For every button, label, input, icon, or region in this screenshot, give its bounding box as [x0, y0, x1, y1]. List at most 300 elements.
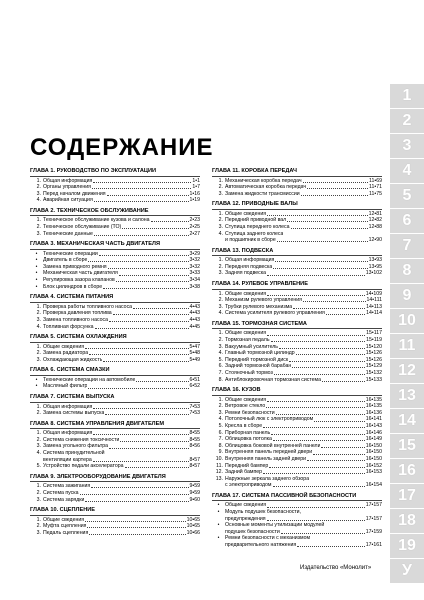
entry-label: Замена жидкости трансмиссии: [225, 190, 300, 197]
entry-label: Антиблокировочная тормозная система: [225, 376, 322, 383]
entry-label: Передний тормозной диск: [225, 356, 289, 363]
chapter-tab: [390, 559, 424, 583]
entry-page: 13•93: [368, 257, 382, 264]
entry-page: 3•29: [189, 250, 200, 257]
toc-entry: [212, 350, 382, 357]
entry-page: 13•95: [368, 263, 382, 270]
entry-page: 2•23: [189, 217, 200, 224]
chapter-tab-label: 10: [398, 312, 416, 329]
chapter-tab-label: 13: [398, 387, 416, 404]
chapter-tab-label: 16: [398, 462, 416, 479]
entry-number: 3.: [218, 343, 223, 350]
entry-number: 3.: [218, 190, 223, 197]
toc-entry: [30, 490, 200, 497]
entry-number: 7.: [218, 436, 223, 443]
entry-page: 16•154: [365, 482, 382, 489]
dot-leader: [85, 521, 186, 522]
entry-number: 2.: [36, 523, 41, 530]
entry-number: 4.: [36, 450, 41, 457]
entry-number: 5.: [36, 463, 41, 470]
entry-label: Передний приводной вал: [225, 217, 287, 224]
entry-number: 1.: [36, 177, 41, 184]
bullet-icon: •: [217, 509, 220, 516]
entry-number: 3.: [218, 303, 223, 310]
entry-label: Основные моменты утилизации модулей: [225, 522, 325, 529]
chapter-section: [30, 474, 200, 503]
toc-entry: [212, 304, 382, 311]
bullet-icon: •: [35, 250, 38, 257]
dot-leader: [133, 308, 188, 309]
toc-entry: [212, 184, 382, 191]
dot-leader: [88, 388, 188, 389]
entry-page: 13•102: [365, 270, 382, 277]
entry-number: 2.: [218, 297, 223, 304]
entry-number: 4.: [218, 310, 223, 317]
entry-label: Главный тормозной цилиндр: [225, 350, 295, 357]
entry-label: Замена системы выпуска: [43, 410, 105, 417]
dot-leader: [88, 261, 188, 262]
toc-entry: [212, 344, 382, 351]
dot-leader: [122, 228, 188, 229]
toc-entry: [212, 522, 382, 529]
entry-page: 10•66: [186, 529, 200, 536]
dot-leader: [85, 501, 188, 502]
entry-label: Ремни безопасности: [225, 409, 275, 416]
entry-number: 1.: [36, 303, 41, 310]
entry-label: Замена приводного ремня: [43, 263, 107, 270]
chapter-section: [30, 294, 200, 330]
entry-number: 3.: [218, 270, 223, 277]
chapter-title: ГЛАВА 15. ТОРМОЗНАЯ СИСТЕМА: [212, 321, 382, 330]
entry-page: 9•60: [189, 496, 200, 503]
bullet-icon: •: [35, 277, 38, 284]
toc-entry: [212, 231, 382, 238]
toc-entry-continuation: [212, 529, 382, 536]
toc-entry: [212, 363, 382, 370]
dot-leader: [273, 268, 367, 269]
dot-leader: [303, 182, 368, 183]
entry-page: 5•48: [189, 350, 200, 357]
entry-number: 2.: [218, 337, 223, 343]
chapter-section: [212, 248, 382, 277]
dot-leader: [92, 188, 191, 189]
toc-entry: [30, 231, 200, 238]
entry-number: 1.: [218, 257, 223, 264]
chapter-tab-label: 14: [398, 412, 416, 429]
toc-entry: [212, 370, 382, 377]
entry-page: 16•149: [365, 436, 382, 443]
dot-leader: [271, 341, 366, 342]
entry-label: Внутренняя панель задней двери: [225, 456, 307, 462]
dot-leader: [276, 414, 365, 415]
toc-right-column: [212, 168, 382, 553]
entry-label: Педаль сцепления: [43, 529, 89, 536]
toc-entry: [212, 430, 382, 437]
dot-leader: [151, 221, 189, 222]
entry-page: 1•16: [189, 190, 200, 197]
toc-entry: [30, 344, 200, 351]
entry-number: 5.: [218, 423, 223, 430]
entry-label: Трубки рулевого механизма: [225, 303, 293, 310]
chapter-tab: [390, 284, 424, 308]
chapter-tab: [390, 159, 424, 183]
toc-entry: [30, 270, 200, 277]
entry-label: Передний бампер: [225, 462, 269, 469]
toc-entry: [212, 416, 382, 423]
entry-number: 2.: [36, 310, 41, 317]
toc-entry: [212, 270, 382, 277]
toc-entry: [212, 509, 382, 516]
toc-entry: [212, 211, 382, 218]
toc-entry: [212, 330, 382, 337]
toc-entry: [30, 377, 200, 384]
chapter-tab-label: 17: [398, 487, 416, 504]
entry-number: 1.: [218, 330, 223, 337]
chapter-tab: [390, 434, 424, 458]
entry-label: Автоматическая коробка передач: [225, 184, 307, 191]
entry-label: Общая информация: [225, 257, 275, 264]
toc-entry: [30, 224, 200, 231]
entry-number: 3.: [36, 356, 41, 363]
entry-page: 14•111: [366, 297, 382, 304]
entry-number: 4.: [218, 230, 223, 237]
entry-number: 2.: [36, 436, 41, 443]
entry-label: Двигатель в сборе: [43, 257, 88, 264]
chapter-tab-label: 6: [402, 212, 412, 229]
dot-leader: [297, 546, 365, 547]
toc-entry: [30, 483, 200, 490]
entry-number: 1.: [36, 430, 41, 437]
toc-entry: [30, 450, 200, 457]
entry-label: Перед началом движения: [43, 190, 106, 197]
toc-entry: [212, 217, 382, 224]
entry-label: Наружные зеркала заднего обзора: [225, 475, 310, 482]
toc-entry: [212, 297, 382, 304]
entry-label: Кресла в сборе: [225, 423, 263, 430]
chapter-tab-label: 3: [402, 137, 412, 154]
entry-page: 16•150: [365, 456, 382, 462]
entry-number: 2.: [36, 350, 41, 357]
entry-page: 4•43: [189, 316, 200, 323]
toc-entry: [30, 184, 200, 191]
dot-leader: [107, 195, 189, 196]
chapter-title: ГЛАВА 3. МЕХАНИЧЕСКАЯ ЧАСТЬ ДВИГАТЕЛЯ: [30, 241, 200, 250]
entry-page: 3•32: [189, 263, 200, 270]
chapter-tab: [390, 384, 424, 408]
entry-page: 16•135: [365, 403, 382, 410]
entry-number: 4.: [36, 197, 41, 204]
chapter-title: ГЛАВА 14. РУЛЕВОЕ УПРАВЛЕНИЕ: [212, 281, 382, 290]
entry-page: 15•126: [365, 350, 382, 357]
dot-leader: [291, 228, 368, 229]
entry-page: 1•19: [189, 197, 200, 204]
entry-label: Технические данные: [43, 230, 93, 237]
dot-leader: [99, 255, 189, 256]
dot-leader: [273, 486, 365, 487]
entry-page: 17•159: [365, 528, 382, 535]
entry-number: 11.: [216, 462, 223, 469]
toc-entry: [30, 264, 200, 271]
bullet-icon: •: [35, 270, 38, 277]
bullet-icon: •: [217, 522, 220, 529]
entry-page: 7•53: [189, 403, 200, 410]
entry-number: 8.: [218, 376, 223, 383]
entry-label: Механическая часть двигателя: [43, 270, 118, 277]
chapter-title: ГЛАВА 9. ЭЛЕКТРООБОРУДОВАНИЕ ДВИГАТЕЛЯ: [30, 474, 200, 483]
toc-entry: [212, 436, 382, 443]
chapter-title: ГЛАВА 1. РУКОВОДСТВО ПО ЭКСПЛУАТАЦИИ: [30, 168, 200, 177]
entry-page: 14•114: [366, 310, 382, 317]
entry-label-continued: подушек безопасности: [225, 528, 280, 535]
dot-leader: [80, 494, 189, 495]
bullet-icon: •: [217, 535, 220, 542]
entry-page: 15•119: [366, 337, 382, 343]
entry-label-continued: с электроприводом: [225, 482, 272, 489]
entry-label: Топливная форсунка: [43, 323, 94, 330]
entry-label: Муфта сцепления: [43, 523, 87, 530]
toc-entry: [30, 497, 200, 504]
entry-number: 2.: [36, 184, 41, 191]
entry-page: 10•65: [186, 516, 200, 523]
entry-page: 3•34: [189, 277, 200, 284]
entry-label: Система усилителя рулевого управления: [225, 310, 325, 317]
entry-page: 1•1: [192, 177, 200, 184]
entry-label: Проверка давления топлива: [43, 310, 112, 317]
chapter-title: ГЛАВА 17. СИСТЕМА ПАССИВНОЙ БЕЗОПАСНОСТИ: [212, 493, 382, 502]
entry-number: 3.: [218, 223, 223, 230]
entry-page: 9•59: [189, 483, 200, 490]
toc-entry-continuation: [30, 457, 200, 464]
entry-label: Внутренняя панель передней двери: [225, 449, 313, 456]
dot-leader: [119, 275, 189, 276]
entry-number: 3.: [218, 409, 223, 416]
toc-entry: [212, 469, 382, 476]
entry-number: 6.: [218, 429, 223, 436]
chapter-tab-label: 2: [402, 112, 412, 129]
entry-label: Механическая коробка передач: [225, 177, 302, 184]
entry-number: 2.: [218, 217, 223, 224]
chapter-tab: [390, 309, 424, 333]
toc-entry: [30, 410, 200, 417]
chapter-tab-label: 18: [398, 512, 416, 529]
entry-label: Задний бампер: [225, 469, 263, 476]
dot-leader: [287, 221, 367, 222]
entry-page: 8•55: [189, 430, 200, 437]
chapter-section: [212, 168, 382, 197]
dot-leader: [93, 461, 189, 462]
entry-number: 3.: [36, 190, 41, 197]
toc-entry: [30, 197, 200, 204]
entry-label: Тормозная педаль: [225, 337, 270, 343]
entry-label: Охлаждающая жидкость: [43, 356, 103, 363]
entry-page: 16•143: [365, 423, 382, 430]
entry-label: Техническое обслуживание кузова и салона: [43, 217, 150, 224]
chapter-tab: [390, 184, 424, 208]
dot-leader: [273, 440, 365, 441]
dot-leader: [279, 348, 365, 349]
entry-page: 15•132: [365, 369, 382, 376]
chapter-title: ГЛАВА 6. СИСТЕМА СМАЗКИ: [30, 367, 200, 376]
entry-page: 12•90: [368, 237, 382, 244]
toc-entry: [212, 403, 382, 410]
toc-entry: [30, 443, 200, 450]
toc-entry: [212, 291, 382, 298]
entry-label: Задний тормозной барабан: [225, 363, 292, 370]
toc-entry: [30, 317, 200, 324]
entry-label-continued: предупреждения: [225, 515, 266, 522]
dot-leader: [301, 195, 368, 196]
toc-entry: [212, 224, 382, 231]
entry-label-continued: предварительного натяжения: [225, 542, 297, 549]
entry-page: 6•52: [189, 383, 200, 390]
dot-leader: [326, 314, 365, 315]
entry-page: 8•57: [189, 463, 200, 470]
dot-leader: [274, 374, 365, 375]
toc-entry: [212, 502, 382, 509]
bullet-icon: •: [35, 376, 38, 383]
entry-label: Технические операции на автомобиле: [43, 376, 136, 383]
entry-page: 16•146: [365, 429, 382, 436]
chapter-tab-label: 9: [402, 287, 412, 304]
chapter-tab-label: 11: [398, 337, 416, 354]
entry-label: Замена топливного насоса: [43, 316, 108, 323]
chapter-tab-label: 7: [402, 237, 412, 254]
chapter-section: [30, 507, 200, 536]
chapter-section: [212, 321, 382, 383]
toc-left-column: [30, 168, 200, 540]
entry-label: Потолочный люк с электроприводом: [225, 416, 314, 423]
chapter-tab: [390, 234, 424, 258]
dot-leader: [120, 441, 188, 442]
dot-leader: [296, 354, 365, 355]
entry-page: 8•56: [189, 443, 200, 450]
chapter-tab: [390, 334, 424, 358]
dot-leader: [94, 201, 189, 202]
toc-entry: [30, 324, 200, 331]
entry-number: 8.: [218, 442, 223, 449]
chapter-section: [212, 281, 382, 317]
toc-entry-continuation: [212, 482, 382, 489]
toc-entry: [30, 191, 200, 198]
entry-page: 9•59: [189, 489, 200, 496]
entry-page: 8•55: [189, 436, 200, 443]
entry-label: Общие сведения: [225, 502, 267, 509]
dot-leader: [109, 448, 188, 449]
toc-entry: [212, 178, 382, 185]
entry-label: Ступица заднего колеса: [225, 230, 284, 237]
entry-label-continued: и подшипник в сборе: [225, 237, 276, 244]
chapter-title: ГЛАВА 13. ПОДВЕСКА: [212, 248, 382, 257]
dot-leader: [125, 467, 189, 468]
chapter-section: [30, 334, 200, 363]
toc-entry: [212, 449, 382, 456]
entry-number: 1.: [36, 343, 41, 350]
dot-leader: [87, 527, 185, 528]
entry-number: 10.: [215, 456, 223, 462]
toc-entry: [212, 476, 382, 483]
dot-leader: [93, 408, 188, 409]
entry-label: Устройство педали акселератора: [43, 463, 124, 470]
dot-leader: [307, 460, 365, 461]
entry-page: 12•82: [368, 217, 382, 224]
entry-label: Ремни безопасности с механизмом: [225, 535, 311, 542]
entry-page: 11•71: [369, 184, 382, 191]
entry-number: 1.: [218, 177, 223, 184]
dot-leader: [277, 241, 368, 242]
entry-number: 2.: [218, 184, 223, 191]
entry-page: 4•43: [189, 303, 200, 310]
chapter-tab: [390, 359, 424, 383]
chapter-tab: [390, 509, 424, 533]
entry-page: 11•69: [369, 177, 382, 184]
entry-label: Общие сведения: [225, 210, 267, 217]
dot-leader: [303, 301, 366, 302]
dot-leader: [314, 421, 365, 422]
entry-page: 3•38: [189, 283, 200, 290]
toc-entry: [30, 530, 200, 537]
dot-leader: [289, 361, 365, 362]
entry-number: 1.: [218, 210, 223, 217]
entry-label: Общие сведения: [43, 516, 85, 523]
entry-number: 2.: [36, 410, 41, 417]
bullet-icon: •: [35, 263, 38, 270]
entry-page: 16•150: [365, 449, 382, 456]
entry-page: 15•129: [365, 363, 382, 370]
entry-page: 15•126: [365, 356, 382, 363]
entry-page: 17•157: [365, 502, 382, 509]
entry-number: 1.: [36, 516, 41, 523]
entry-label: Система зарядки: [43, 496, 85, 503]
entry-label: Ступица переднего колеса: [225, 223, 290, 230]
dot-leader: [307, 188, 368, 189]
toc-entry: [212, 443, 382, 450]
dot-leader: [94, 235, 189, 236]
entry-page: 4•45: [189, 323, 200, 330]
dot-leader: [267, 215, 368, 216]
bullet-icon: •: [35, 383, 38, 390]
entry-page: 15•133: [365, 376, 382, 383]
chapter-title: ГЛАВА 16. КУЗОВ: [212, 387, 382, 396]
entry-label: Передняя подвеска: [225, 263, 273, 270]
entry-page: 14•109: [365, 290, 382, 297]
dot-leader: [267, 335, 365, 336]
entry-number: 7.: [218, 369, 223, 376]
entry-label: Облицовка боковой внутренней панели: [225, 442, 321, 449]
chapter-tab: [390, 409, 424, 433]
entry-page: 5•47: [189, 343, 200, 350]
entry-label: Система пуска: [43, 489, 79, 496]
entry-page: 16•152: [365, 462, 382, 469]
dot-leader: [267, 401, 365, 402]
entry-page: 2•27: [189, 230, 200, 237]
toc-entry: [212, 310, 382, 317]
toc-entry: [30, 350, 200, 357]
dot-leader: [267, 520, 365, 521]
entry-label: Вакуумный усилитель: [225, 343, 279, 350]
entry-page: 1•7: [192, 184, 200, 191]
entry-page: 7•53: [189, 410, 200, 417]
entry-number: 4.: [36, 323, 41, 330]
dot-leader: [93, 182, 191, 183]
chapter-tab-label: 8: [402, 262, 412, 279]
entry-number: 5.: [218, 356, 223, 363]
entry-number: 6.: [218, 363, 223, 370]
entry-number: 2.: [36, 223, 41, 230]
toc-entry: [212, 410, 382, 417]
entry-number: 1.: [36, 217, 41, 224]
entry-number: 1.: [36, 483, 41, 490]
entry-label: Задняя подвеска: [225, 270, 267, 277]
